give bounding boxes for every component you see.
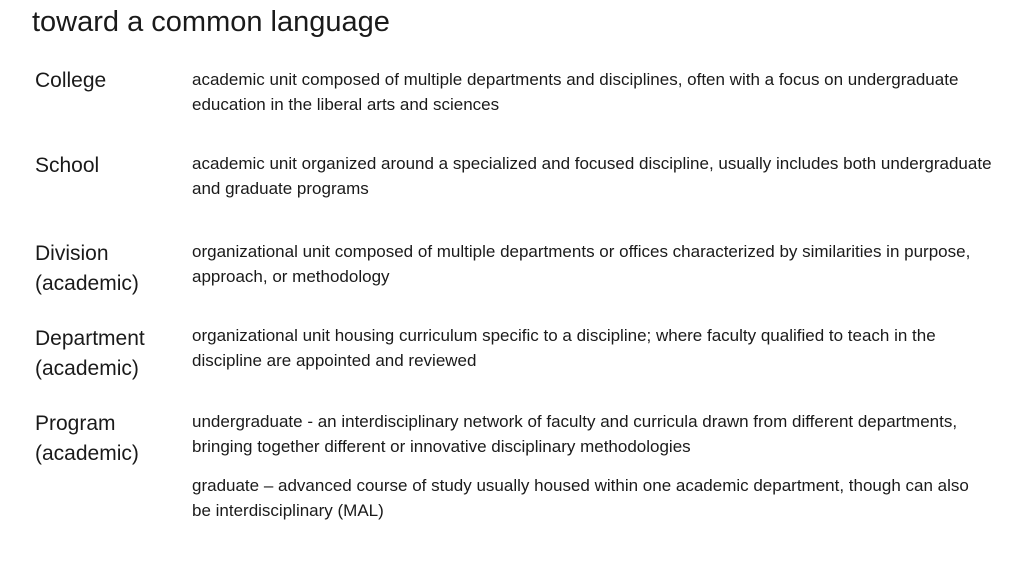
- term-division: [35, 239, 185, 299]
- term-program: [35, 409, 185, 469]
- definition-text-undergraduate: undergraduate - an interdisciplinary network of faculty and curricula drawn from different departments, bringing together different or innovative disciplinary methodologies: [192, 412, 958, 456]
- definition-college: [192, 67, 992, 117]
- definition-department: [192, 323, 992, 373]
- slide-title: toward a common language: [32, 6, 390, 38]
- term-school: [35, 151, 185, 181]
- definition-school: [192, 151, 992, 201]
- term-college: [35, 66, 185, 96]
- term-department: [35, 324, 185, 384]
- term-label: Program: [35, 412, 116, 435]
- term-label: College: [35, 69, 107, 92]
- term-label: Department: [35, 327, 145, 350]
- definition-text-graduate: graduate – advanced course of study usually housed within one academic department, though can also be interdisciplinary (MAL): [192, 476, 969, 520]
- definition-division: [192, 239, 992, 289]
- term-label: School: [35, 154, 100, 177]
- term-qualifier: (academic): [35, 442, 139, 465]
- definition-text: academic unit organized around a specialized and focused discipline, usually includes both undergraduate and graduate programs: [192, 154, 992, 198]
- definition-program: [192, 409, 992, 523]
- definition-text: organizational unit housing curriculum specific to a discipline; where faculty qualified to teach in the discipline are appointed and reviewed: [192, 326, 936, 370]
- definition-text: academic unit composed of multiple departments and disciplines, often with a focus on undergraduate education in the liberal arts and sciences: [192, 70, 959, 114]
- term-qualifier: (academic): [35, 357, 139, 380]
- term-label: Division: [35, 242, 109, 265]
- term-qualifier: (academic): [35, 272, 139, 295]
- definition-text: organizational unit composed of multiple departments or offices characterized by similarities in purpose, approach, or methodology: [192, 242, 971, 286]
